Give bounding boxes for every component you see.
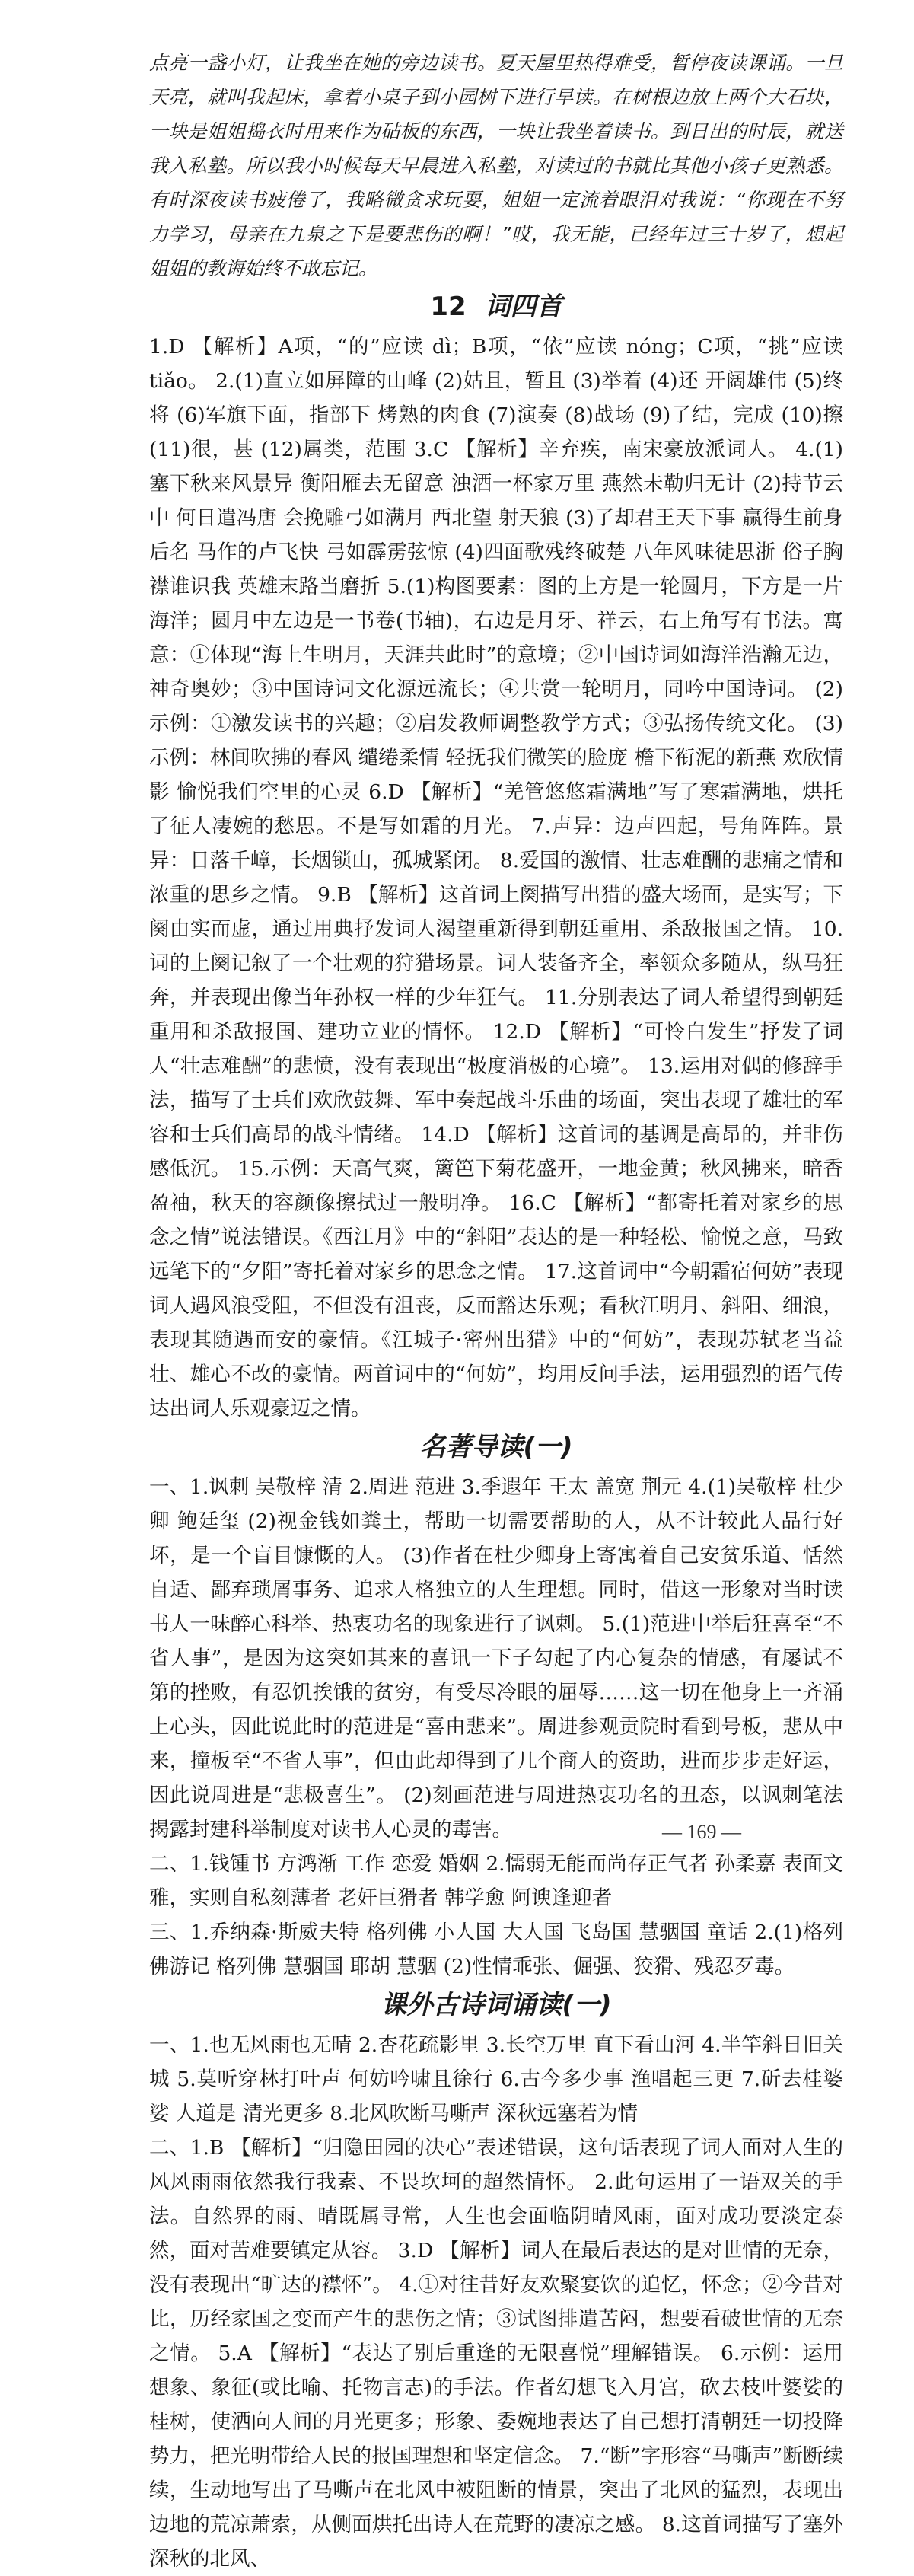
kewai-title: 课外古诗词诵读(一) — [381, 1990, 612, 2020]
mingzhu-part-1: 一、1.讽刺 吴敬梓 清 2.周进 范进 3.季遐年 王太 盖宽 荆元 4.(1)吴敬梓 杜少卿 鲍廷玺 (2)视金钱如粪土，帮助一切需要帮助的人，从不计较此人品行好坏，是一个盲目慷慨的人。 (3)作者在杜少卿身上寄寓着自己安贫乐道、恬然自适、鄙弃琐屑事务、追求人格独立的人生理想。同时，借这一形象对当时读书人一味醉心科举、热衷功名的现象进行了讽刺。 5.(1)范进中举后狂喜至“不省人事”，是因为这突如其来的喜讯一下子勾起了内心复杂的情感，有屡试不第的挫败，有忍饥挨饿的贫穷，有受尽冷眼的屈辱……这一切在他身上一齐涌上心头，因此说此时的范进是“喜由悲来”。周进参观贡院时看到号板，悲从中来，撞板至“不省人事”，但由此却得到了几个商人的资助，进而步步走好运，因此说周进是“悲极喜生”。 (2)刻画范进与周进热衷功名的丑态，以讽刺笔法揭露封建科举制度对读书人心灵的毒害。 — [149, 1475, 843, 1841]
mingzhu-title: 名著导读(一) — [419, 1432, 573, 1462]
kewai-part-1: 一、1.也无风雨也无晴 2.杏花疏影里 3.长空万里 直下看山河 4.半竿斜日旧关城 5.莫听穿林打叶声 何妨吟啸且徐行 6.古今多少事 渔唱起三更 7.斫去桂婆娑 人道是 清光更多 8.北风吹断马嘶声 深秋远塞若为情 — [149, 2033, 843, 2125]
mingzhu-part-3: 三、1.乔纳森·斯威夫特 格列佛 小人国 大人国 飞岛国 慧骃国 童话 2.(1)格列佛游记 格列佛 慧骃国 耶胡 慧骃 (2)性情乖张、倔强、狡猾、残忍歹毒。 — [149, 1921, 843, 1978]
section-12-title-text: 词四首 — [484, 292, 562, 322]
section-12-answers: 1.D 【解析】A项，“的”应读 dì；B项，“依”应读 nóng；C项，“挑”应读 tiǎo。 2.(1)直立如屏障的山峰 (2)姑且，暂且 (3)举着 (4)还 开阔雄伟 (5)终将 (6)军旗下面，指部下 烤熟的肉食 (7)演奏 (8)战场 (9)了结，完成 (10)擦 (11)很，甚 (12)属类，范围 3.C 【解析】辛弃疾，南宋豪放派词人。 4.(1)塞下秋来风景异 衡阳雁去无留意 浊酒一杯家万里 燕然未勒归无计 (2)持节云中 何日遣冯唐 会挽雕弓如满月 西北望 射天狼 (3)了却君王天下事 赢得生前身后名 马作的卢飞快 弓如霹雳弦惊 (4)四面歌残终破楚 八年风味徒思浙 俗子胸襟谁识我 英雄末路当磨折 5.(1)构图要素：图的上方是一轮圆月，下方是一片海洋；圆月中左边是一书卷(书轴)，右边是月牙、祥云，右上角写有书法。寓意：①体现“海上生明月，天涯共此时”的意境；②中国诗词如海洋浩瀚无边，神奇奥妙；③中国诗词文化源远流长；④共赏一轮明月，同吟中国诗词。 (2)示例：①激发读书的兴趣；②启发教师调整教学方式；③弘扬传统文化。 (3)示例：林间吹拂的春风 缱绻柔情 轻抚我们微笑的脸庞 檐下衔泥的新燕 欢欣情影 愉悦我们空里的心灵 6.D 【解析】“羌管悠悠霜满地”写了寒霜满地，烘托了征人凄婉的愁思。不是写如霜的月光。 7.声异：边声四起，号角阵阵。景异：日落千嶂，长烟锁山，孤城紧闭。 8.爱国的激情、壮志难酬的悲痛之情和浓重的思乡之情。 9.B 【解析】这首词上阕描写出猎的盛大场面，是实写；下阕由实而虚，通过用典抒发词人渴望重新得到朝廷重用、杀敌报国之情。 10.词的上阕记叙了一个壮观的狩猎场景。词人装备齐全，率领众多随从，纵马狂奔，并表现出像当年孙权一样的少年狂气。 11.分别表达了词人希望得到朝廷重用和杀敌报国、建功立业的情怀。 12.D 【解析】“可怜白发生”抒发了词人“壮志难酬”的悲愤，没有表现出“极度消极的心境”。 13.运用对偶的修辞手法，描写了士兵们欢欣鼓舞、军中奏起战斗乐曲的场面，突出表现了雄壮的军容和士兵们高昂的战斗情绪。 14.D 【解析】这首词的基调是高昂的，并非伤感低沉。 15.示例：天高气爽，篱笆下菊花盛开，一地金黄；秋风拂来，暗香盈袖，秋天的容颜像擦拭过一般明净。 16.C 【解析】“都寄托着对家乡的思念之情”说法错误。《西江月》中的“斜阳”表达的是一种轻松、愉悦之意，马致远笔下的“夕阳”寄托着对家乡的思念之情。 17.这首词中“今朝霜宿何妨”表现词人遇风浪受阻，不但没有沮丧，反而豁达乐观；看秋江明月、斜阳、细浪，表现其随遇而安的豪情。《江城子·密州出猎》中的“何妨”，表现苏轼老当益壮、雄心不改的豪情。两首词中的“何妨”，均用反问手法，运用强烈的语气传达出词人乐观豪迈之情。 — [149, 335, 843, 1420]
intro-paragraph: 点亮一盏小灯，让我坐在她的旁边读书。夏天屋里热得难受，暂停夜读课诵。一旦天亮，就叫我起床，拿着小桌子到小园树下进行早读。在树根边放上两个大石块，一块是姐姐捣衣时用来作为砧板的东西，一块让我坐着读书。到日出的时辰，就送我入私塾。所以我小时候每天早晨进入私塾，对读过的书就比其他小孩子更熟悉。有时深夜读书疲倦了，我略微贪求玩耍，姐姐一定流着眼泪对我说：“你现在不努力学习，母亲在九泉之下是要悲伤的啊！”哎，我无能，已经年过三十岁了，想起姐姐的教诲始终不敢忘记。 — [149, 52, 843, 279]
content-column — [149, 46, 843, 2576]
kewai-part-2: 二、1.B 【解析】“归隐田园的决心”表述错误，这句话表现了词人面对人生的风风雨雨依然我行我素、不畏坎坷的超然情怀。 2.此句运用了一语双关的手法。自然界的雨、晴既属寻常，人生也会面临阴晴风雨，面对成功要淡定泰然，面对苦难要镇定从容。 3.D 【解析】词人在最后表达的是对世情的无奈，没有表现出“旷达的襟怀”。 4.①对往昔好友欢聚宴饮的追忆，怀念；②今昔对比，历经家国之变而产生的悲伤之情；③试图排遣苦闷，想要看破世情的无奈之情。 5.A 【解析】“表达了别后重逢的无限喜悦”理解错误。 6.示例：运用想象、象征(或比喻、托物言志)的手法。作者幻想飞入月宫，砍去枝叶婆娑的桂树，使洒向人间的月光更多；形象、委婉地表达了自己想打清朝廷一切投降势力，把光明带给人民的报国理想和坚定信念。 7.“断”字形容“马嘶声”断断续续，生动地写出了马嘶声在北风中被阻断的情景，突出了北风的猛烈，表现出边地的荒凉萧索，从侧面烘托出诗人在荒野的凄凉之感。 8.这首词描写了塞外深秋的北风、 — [149, 2136, 843, 2571]
section-12-title — [149, 292, 843, 322]
mingzhu-part-2: 二、1.钱锺书 方鸿渐 工作 恋爱 婚姻 2.懦弱无能而尚存正气者 孙柔嘉 表面文雅，实则自私刻薄者 老奸巨猾者 韩学愈 阿谀逢迎者 — [149, 1852, 843, 1910]
section-12-number: 12 — [430, 292, 467, 322]
page-number: — 169 — — [662, 1821, 741, 1843]
